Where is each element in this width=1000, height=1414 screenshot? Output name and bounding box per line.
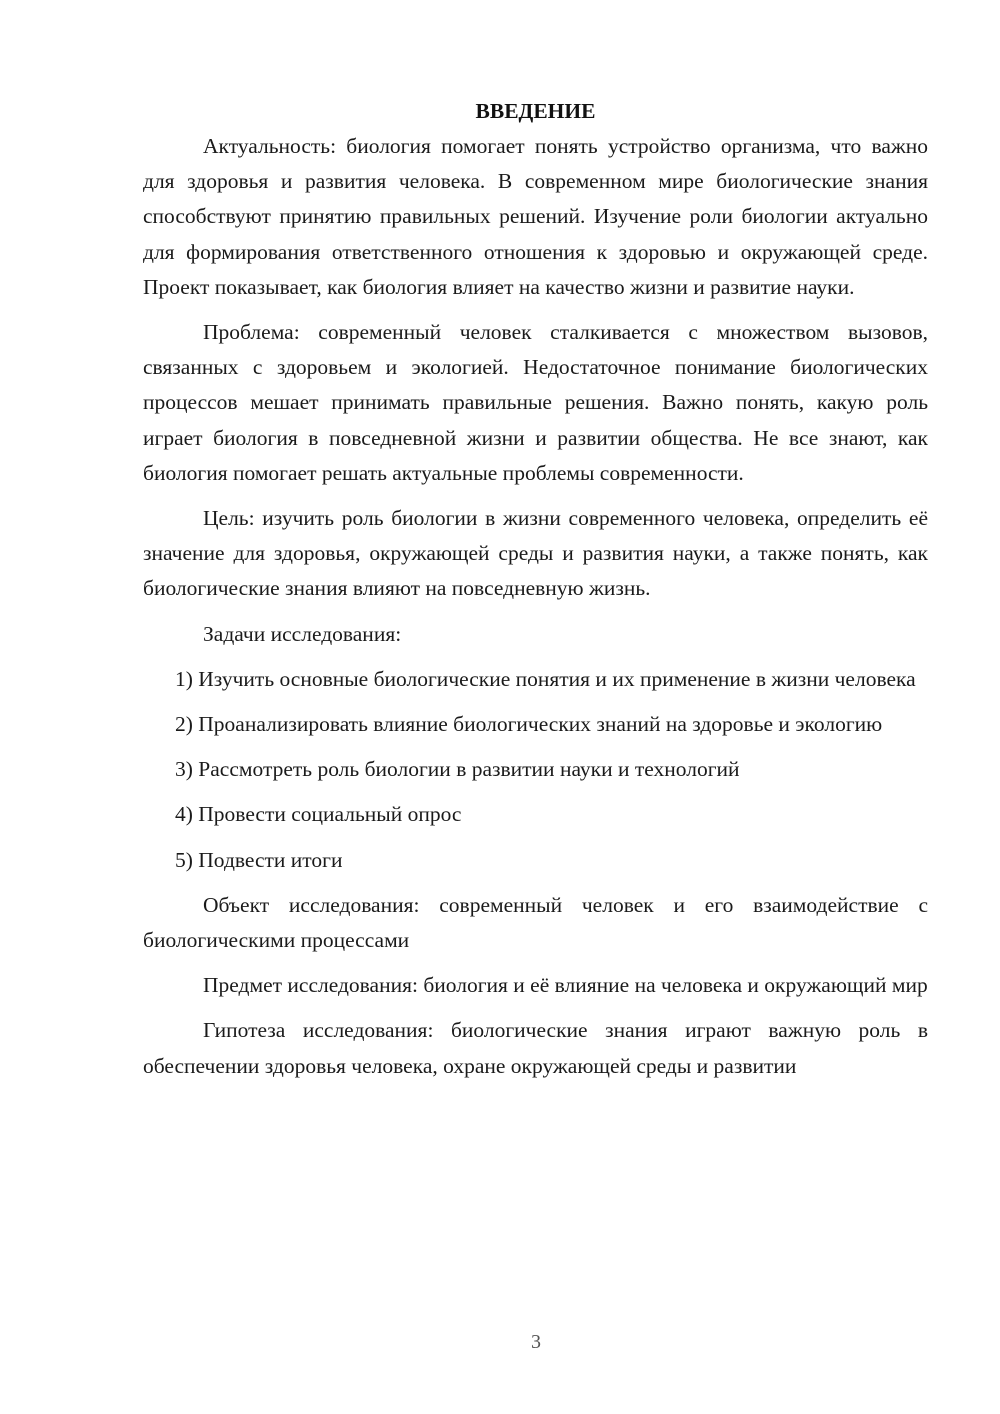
paragraph-spacer bbox=[143, 742, 928, 752]
paragraph-spacer bbox=[143, 787, 928, 797]
paragraph-spacer bbox=[143, 491, 928, 501]
task-item-1: 1) Изучить основные биологические понятия и их применение в жизни человека bbox=[175, 666, 916, 691]
paragraph-spacer bbox=[143, 833, 928, 843]
paragraph-spacer bbox=[143, 878, 928, 888]
paragraph-spacer bbox=[143, 1003, 928, 1013]
paragraph-spacer bbox=[143, 607, 928, 617]
paragraph-problem: Проблема: современный человек сталкивается с множеством вызовов, связанных с здоровьем и экологией. Недостаточное понимание биологических процессов мешает принимать правильные решения. Важно понять, какую роль играет биология в повседневной жизни и развитии общества. Не все знают, как биология помогает решать актуальные проблемы современности. bbox=[143, 320, 928, 485]
paragraph-spacer bbox=[143, 697, 928, 707]
paragraph-object: Объект исследования: современный человек и его взаимодействие с биологическими процессами bbox=[143, 892, 928, 953]
tasks-heading: Задачи исследования: bbox=[203, 621, 402, 646]
paragraph-spacer bbox=[143, 305, 928, 315]
page-number: 3 bbox=[531, 1331, 541, 1353]
task-item-2: 2) Проанализировать влияние биологических знаний на здоровье и экологию bbox=[175, 712, 883, 737]
paragraph-relevance: Актуальность: биология помогает понять устройство организма, что важно для здоровья и развития человека. В современном мире биологические знания способствуют принятию правильных решений. Изучение роли биологии актуально для формирования ответственного отношения к здоровью и окружающей среде. Проект показывает, как биология влияет на качество жизни и развитие науки. bbox=[143, 134, 928, 299]
task-item-3: 3) Рассмотреть роль биологии в развитии науки и технологий bbox=[175, 757, 740, 782]
task-item-4: 4) Провести социальный опрос bbox=[175, 802, 462, 827]
task-item-5: 5) Подвести итоги bbox=[175, 847, 343, 872]
paragraph-spacer bbox=[143, 652, 928, 662]
page-title: ВВЕДЕНИЕ bbox=[475, 99, 596, 123]
paragraph-spacer bbox=[143, 958, 928, 968]
paragraph-subject: Предмет исследования: биология и её влияние на человека и окружающий мир bbox=[203, 973, 928, 998]
paragraph-goal: Цель: изучить роль биологии в жизни современного человека, определить её значение для здоровья, окружающей среды и развития науки, а также понять, как биологические знания влияют на повседневную жизнь. bbox=[143, 506, 928, 601]
paragraph-hypothesis: Гипотеза исследования: биологические знания играют важную роль в обеспечении здоровья человека, охране окружающей среды и развитии bbox=[143, 1018, 928, 1078]
page-content bbox=[143, 94, 928, 1084]
